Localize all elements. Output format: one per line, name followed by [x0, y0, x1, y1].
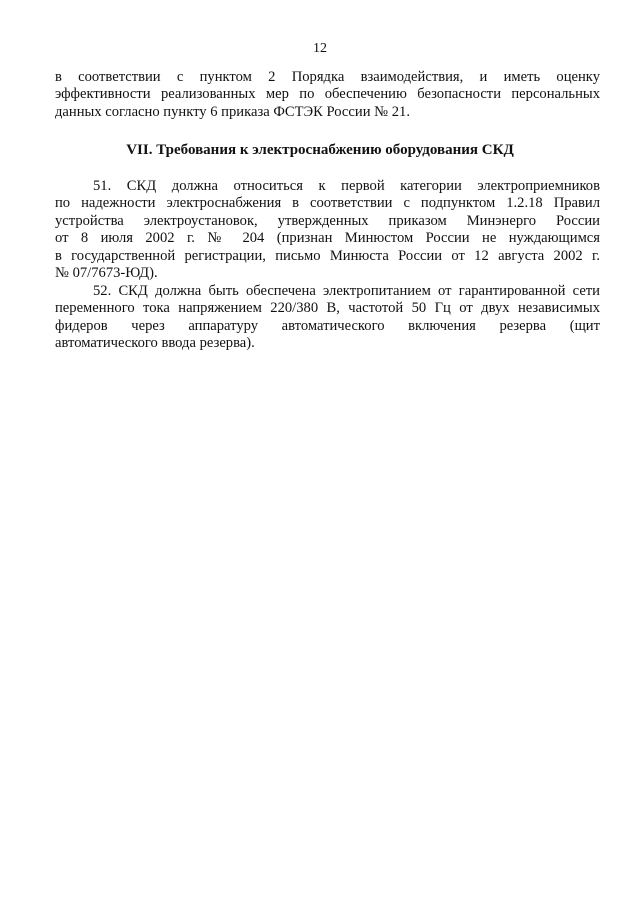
text-line: в государственной регистрации, письмо Минюста России от 12 августа 2002 г.	[55, 247, 600, 264]
section-heading: VII. Требования к электроснабжению оборудования СКД	[126, 142, 514, 158]
text-line: фидеров через аппаратуру автоматического включения резерва (щит	[55, 317, 600, 334]
text-line: № 07/7673-ЮД).	[55, 264, 158, 281]
text-line: переменного тока напряжением 220/380 В, частотой 50 Гц от двух независимых	[55, 300, 600, 317]
text-line: 52. СКД должна быть обеспечена электропитанием от гарантированной сети	[93, 283, 600, 299]
text-line: данных согласно пункту 6 приказа ФСТЭК России № 21.	[55, 103, 410, 120]
intro-paragraph	[55, 69, 600, 121]
clause-52-paragraph	[55, 283, 600, 353]
text-line: в соответствии с пунктом 2 Порядка взаимодействия, и иметь оценку	[55, 69, 600, 85]
clause-51-paragraph	[55, 178, 600, 282]
text-line: эффективности реализованных мер по обеспечению безопасности персональных	[55, 86, 600, 103]
text-line: устройства электроустановок, утвержденных приказом Минэнерго России	[55, 212, 600, 229]
page-number: 12	[313, 41, 327, 56]
text-line: 51. СКД должна относиться к первой категории электроприемников	[93, 178, 600, 194]
text-line: автоматического ввода резерва).	[55, 335, 255, 352]
text-line: по надежности электроснабжения в соответствии с подпунктом 1.2.18 Правил	[55, 195, 600, 212]
text-line: от 8 июля 2002 г. № 204 (признан Минюстом России не нуждающимся	[55, 230, 600, 247]
